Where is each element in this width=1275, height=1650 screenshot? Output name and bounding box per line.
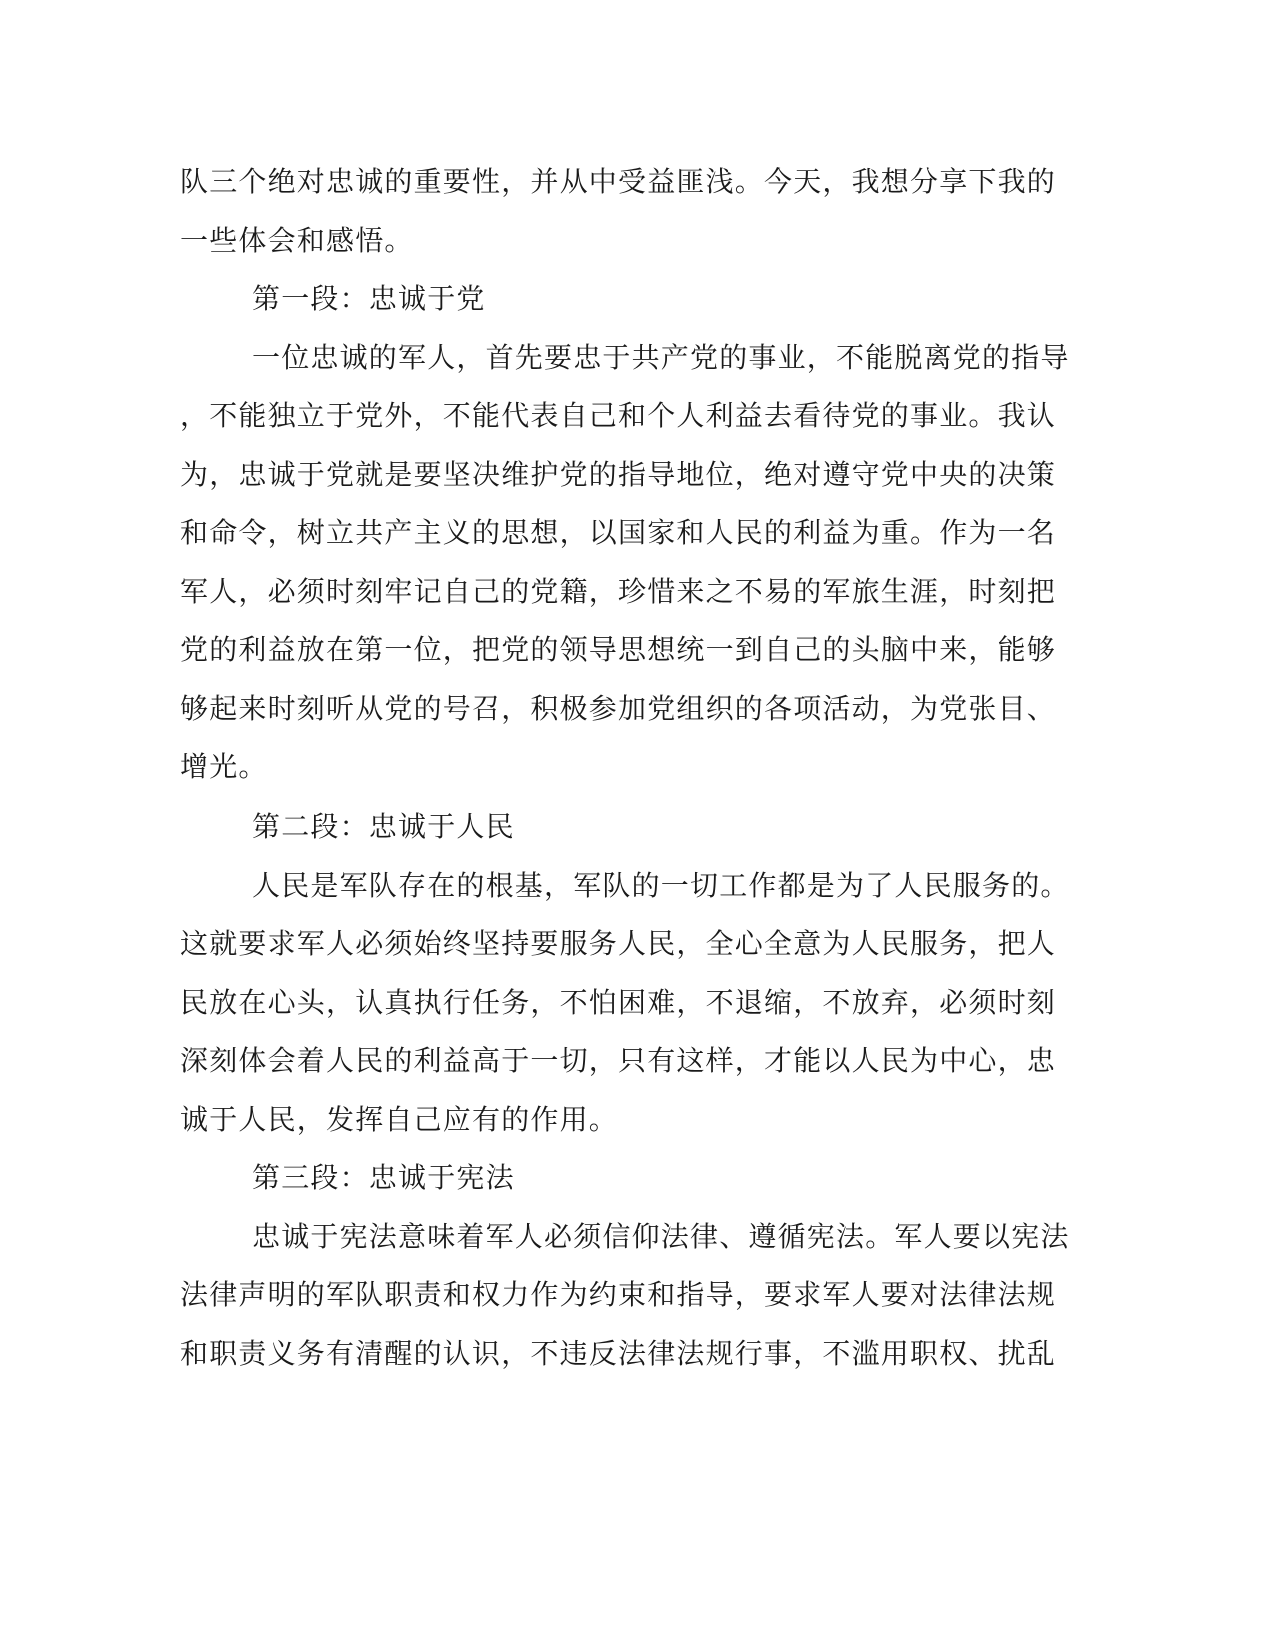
body-text-line: 一位忠诚的军人，首先要忠于共产党的事业，不能脱离党的指导 <box>252 341 1070 374</box>
body-text-line: 深刻体会着人民的利益高于一切，只有这样，才能以人民为中心，忠 <box>180 1044 1057 1077</box>
body-text-line: 诚于人民，发挥自己应有的作用。 <box>180 1103 619 1136</box>
body-text-line: 一些体会和感悟。 <box>180 224 414 257</box>
body-text-line: 为，忠诚于党就是要坚决维护党的指导地位，绝对遵守党中央的决策 <box>180 458 1057 491</box>
section-heading-3: 第三段：忠诚于宪法 <box>252 1161 515 1194</box>
body-text-line: 人民是军队存在的根基，军队的一切工作都是为了人民服务的。 <box>252 869 1070 902</box>
body-text-line: 军人，必须时刻牢记自己的党籍，珍惜来之不易的军旅生涯，时刻把 <box>180 575 1057 608</box>
body-text-line: 和职责义务有清醒的认识，不违反法律法规行事，不滥用职权、扰乱 <box>180 1337 1057 1370</box>
body-text-line: 这就要求军人必须始终坚持要服务人民，全心全意为人民服务，把人 <box>180 927 1057 960</box>
body-text-line: 民放在心头，认真执行任务，不怕困难，不退缩，不放弃，必须时刻 <box>180 986 1057 1019</box>
body-text-line: 忠诚于宪法意味着军人必须信仰法律、遵循宪法。军人要以宪法 <box>252 1220 1070 1253</box>
body-text-line: 法律声明的军队职责和权力作为约束和指导，要求军人要对法律法规 <box>180 1278 1057 1311</box>
body-text-line: 党的利益放在第一位，把党的领导思想统一到自己的头脑中来，能够 <box>180 633 1057 666</box>
body-text-line: 和命令，树立共产主义的思想，以国家和人民的利益为重。作为一名 <box>180 516 1057 549</box>
body-text-line: 增光。 <box>180 750 268 783</box>
body-text-line: ，不能独立于党外，不能代表自己和个人利益去看待党的事业。我认 <box>180 399 1057 432</box>
section-heading-2: 第二段：忠诚于人民 <box>252 810 515 843</box>
body-text-line: 够起来时刻听从党的号召，积极参加党组织的各项活动，为党张目、 <box>180 692 1057 725</box>
body-text-line: 队三个绝对忠诚的重要性，并从中受益匪浅。今天，我想分享下我的 <box>180 165 1057 198</box>
section-heading-1: 第一段：忠诚于党 <box>252 282 486 315</box>
